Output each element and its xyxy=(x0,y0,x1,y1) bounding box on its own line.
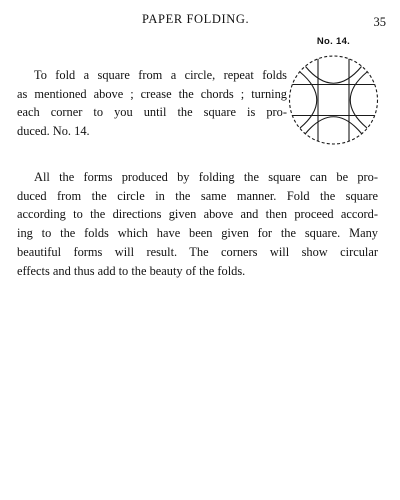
figure-no-14 xyxy=(285,36,382,156)
text-line: as mentioned above ; crease the chords ; turning xyxy=(17,86,287,101)
text-line: To fold a square from a circle, repeat folds xyxy=(34,68,287,82)
fold-arc-left xyxy=(300,72,317,128)
text-line: duced. No. 14. xyxy=(17,124,90,139)
text-line: each corner to you until the square is pro- xyxy=(17,105,287,120)
text-line: according to the directions given above and then proceed accord- xyxy=(17,207,378,222)
text-line: effects and thus add to the beauty of the folds. xyxy=(17,263,246,278)
text-line: duced from the circle in the same manner. Fold the square xyxy=(17,188,378,203)
fold-arc-top xyxy=(306,67,362,84)
fold-arc-bottom xyxy=(306,117,362,134)
paragraph-forms-from-circle xyxy=(17,168,378,280)
running-head xyxy=(0,12,400,32)
outer-circle xyxy=(290,56,378,144)
page-number: 35 xyxy=(373,15,386,29)
fold-arc-right xyxy=(350,72,367,128)
text-line: ing to the folds which have been given for the square. Many xyxy=(17,226,378,241)
paragraph-fold-square-from-circle xyxy=(17,66,287,141)
folded-circle-illustration xyxy=(285,48,382,152)
text-line: beautiful forms will result. The corners will show circular xyxy=(17,244,378,259)
text-line: All the forms produced by folding the square can be pro- xyxy=(34,170,378,184)
running-title: PAPER FOLDING. xyxy=(142,12,250,26)
figure-label: No. 14. xyxy=(316,36,351,47)
